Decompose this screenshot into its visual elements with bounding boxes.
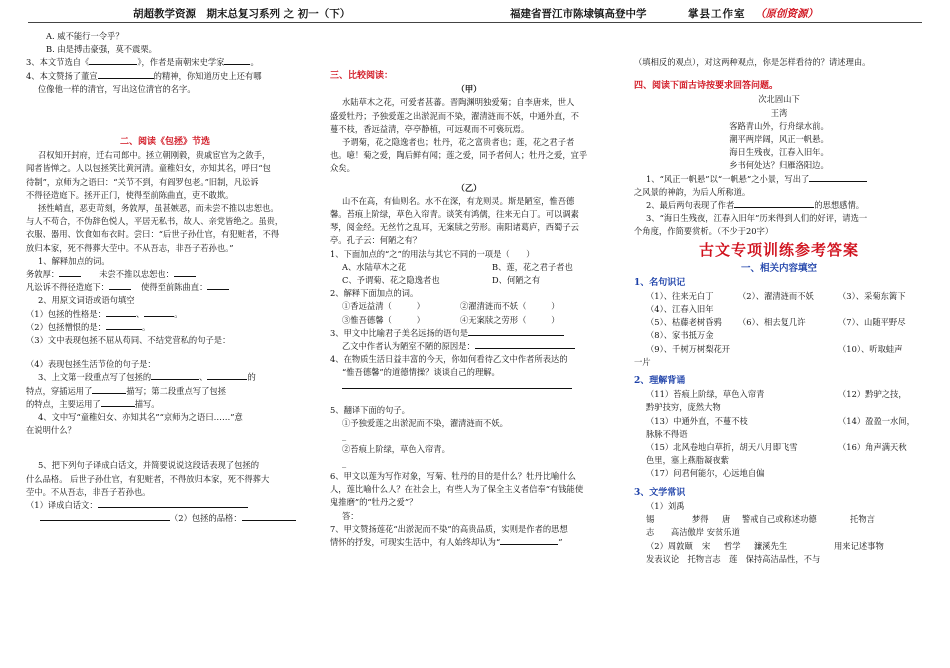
q1-row: 务敦厚： 未尝不推以忠恕也： xyxy=(26,268,304,281)
q1-options: C、予谓菊、花之隐逸者也 D、何陋之有 xyxy=(342,275,541,286)
answer-row-cont: 色里，塞上燕脂凝夜紫 xyxy=(646,455,729,466)
poem-line: 潮平两岸阔，风正一帆悬。 xyxy=(729,134,829,145)
answer-row: （4）、江春入旧年 xyxy=(646,304,714,315)
passage-line: 盛爱牡丹；予独爱莲之出淤泥而不染，濯清涟而不妖，中通外直，不 xyxy=(330,110,579,121)
answer-row-cont: 脉脉不得语 xyxy=(646,428,688,439)
passage-b-label: （乙） xyxy=(456,182,482,193)
header-studio: 掌县工作室 xyxy=(688,8,746,20)
q7-line: 情怀的抒发，可现实生活中，有人始终却认为“ ” xyxy=(330,536,563,547)
poem-q3-cont: 个角度，作简要赏析。（不少于20字） xyxy=(634,226,774,237)
column-2 xyxy=(330,30,608,549)
q5-answer: _ xyxy=(342,457,347,468)
q7-line: 7、甲文赞扬莲花“出淤泥而不染”的高贵品质，实则是作者的思想 xyxy=(330,523,568,534)
passage-line: 水陆草木之花，可爱者甚蕃。晋陶渊明独爱菊；自李唐来，世人 xyxy=(342,97,575,108)
passage-line: 也。噫！菊之爱，陶后鲜有闻；莲之爱，同予者何人；牡丹之爱，宜乎 xyxy=(330,150,588,161)
q4-line: 在说明什么？ xyxy=(26,425,76,436)
header-school: 福建省晋江市陈埭镇高登中学 xyxy=(510,8,647,20)
q2-items: ①香远益清（ ） ②濯清涟而不妖（ ） xyxy=(342,301,560,312)
q5-answer: _ xyxy=(342,431,347,442)
poem-line: 乡书何处达？归雁洛阳边。 xyxy=(729,160,829,171)
q2-b: （2）包拯憎恨的是： 。 xyxy=(26,321,151,332)
passage-line: 不得径造庭下。拯开正门，使得至前陈曲直，吏不敢欺。 xyxy=(26,189,234,200)
passage-line: 衣服、器用、饮食如布衣时。尝曰：“后世子孙仕官，有犯赃者，不得 xyxy=(26,229,280,240)
poem-q3: 3、“海日生残夜，江春入旧年”历来得到人们的好评，请选一 xyxy=(646,213,868,224)
q5-translate: （1）译成白话文： xyxy=(26,499,304,512)
passage-line: 待制”，京师为之语曰：“关节不到，有阎罗包老。”旧制，凡讼诉 xyxy=(26,176,259,187)
q3-line: 3、甲文中比喻君子美名远扬的语句是 xyxy=(330,327,608,340)
answer-section-2: 2、理解背诵 xyxy=(634,376,686,387)
poem-author: 王湾 xyxy=(770,107,788,118)
q2-a: （1）包拯的性格是： 、 。 xyxy=(26,308,183,319)
option-b: B. 由是搏击豪强，莫不震栗。 xyxy=(46,44,157,55)
q4-answer-line xyxy=(330,380,608,393)
passage-a-label: （甲） xyxy=(456,84,482,95)
q1-row: 凡讼诉不得径造庭下： 使得至前陈曲直： xyxy=(26,281,304,294)
q3-line: 的特点，主要运用了 描写。 xyxy=(26,398,160,409)
passage-line: 放归本家，死不得葬大茔中。不从吾志，非吾子若孙也。” xyxy=(26,242,234,253)
answer-row-cont: 志 高洁傲岸 安贫乐道 xyxy=(646,527,740,538)
passage-line: 召权知开封府，迁右司郎中。拯立朝刚毅，贵戚宦官为之敛手， xyxy=(38,150,271,161)
answer-key-subtitle: 一、相关内容填空 xyxy=(740,262,817,274)
answer-row: （9）、千树万树梨花开 （10）、听取蛙声 xyxy=(646,343,903,354)
answer-row: （2）周敦颐 宋 哲学 濂溪先生 用来记述事物 xyxy=(646,540,884,551)
answer-row-cont: 一片 xyxy=(634,356,651,367)
passage-line: 琴，阅金经。无丝竹之乱耳，无案牍之劳形。南阳诸葛庐，西蜀子云 xyxy=(330,222,579,233)
poem-q1: 1、“风正一帆悬”以“一帆悬”之小景，写出了 xyxy=(634,173,924,186)
q3-line: 乙文中作者认为陋室不陋的原因是： xyxy=(330,340,608,353)
header-divider xyxy=(28,22,922,23)
q5-quality: （2）包拯的品格： xyxy=(26,512,304,525)
section-4-title: 四、阅读下面古诗按要求回答问题。 xyxy=(634,81,779,92)
passage-line: 闻者皆惮之。人以包拯笑比黄河清。童稚妇女，亦知其名，呼曰“包 xyxy=(26,163,271,174)
q5-line: 什么品格。 后世子孙仕官，有犯赃者，不得放归本家，死不得葬大 xyxy=(26,473,270,484)
poem-q1-cont: 之风景的神韵，为后人所称道。 xyxy=(634,186,751,197)
answer-row-cont: 黔驴技穷，庞然大物 xyxy=(646,402,721,413)
poem-title: 次北固山下 xyxy=(758,94,800,105)
passage-line: 予谓菊，花之隐逸者也；牡丹，花之富贵者也；莲，花之君子者 xyxy=(342,137,575,148)
passage-line: 拯性峭直，恶吏苛刻，务敦厚，虽甚嫉恶，而未尝不推以忠恕也。 xyxy=(38,203,279,214)
q3-line: 3、上文第一段重点写了包拯的 、 的 xyxy=(38,372,256,383)
q2-prompt: 2、解释下面加点的词。 xyxy=(330,288,419,299)
q5-b: ②苔痕上阶绿，草色入帘青。 xyxy=(342,444,450,455)
passage-line: 山不在高，有仙则名。水不在深，有龙则灵。斯是陋室，惟吾德 xyxy=(342,195,575,206)
q2-prompt: 2、用原文词语或语句填空 xyxy=(38,295,135,306)
passage-line: 馨。苔痕上阶绿，草色入帘青。谈笑有鸿儒，往来无白丁。可以调素 xyxy=(330,209,579,220)
column-1 xyxy=(26,30,304,526)
q2-d: （4）表现包拯生活节俭的句子是： xyxy=(26,359,156,370)
answer-key-title: 古文专项训练参考答案 xyxy=(698,240,859,259)
answer-row: （11）苔痕上阶绿，草色入帘青 （12）黔驴之技， xyxy=(646,389,907,400)
q3-line: 特点，穿插运用了 描写；第二段重点写了包拯 xyxy=(26,385,226,396)
section-2-title: 二、阅读《包拯》节选 xyxy=(119,137,210,148)
passage-line: 与人不苟合，不伪辞色悦人，平居无私书，故人、亲党皆绝之。虽贵， xyxy=(26,216,284,227)
answer-row: （17）问君何能尔，心远地自偏 xyxy=(646,468,765,479)
answer-row: （1）、往来无白丁 （2）、濯清涟而不妖 （3）、采菊东篱下 xyxy=(646,290,906,301)
q4-line: “惟吾德馨”的道德情操？谈谈自己的理解。 xyxy=(342,367,500,378)
q6-line: 人，莲比喻什么人？在社会上，有些人为了保全主义者信奉“有钱能使 xyxy=(330,484,584,495)
answer-row: （15）北风卷地白草折，胡天八月即飞雪 （16）角声满天秋 xyxy=(646,442,907,453)
answer-section-1: 1、名句识记 xyxy=(634,277,686,288)
passage-line: 众矣。 xyxy=(330,163,355,174)
q5-line: 茔中。不从吾志，非吾子若孙也。 xyxy=(26,486,151,497)
answer-row: （13）中通外直，不蔓不枝 （14）盈盈一水间， xyxy=(646,415,915,426)
passage-line: 亭。孔子云：何陋之有？ xyxy=(330,235,422,246)
q5-a: ①予独爱莲之出淤泥而不染，濯清涟而不妖。 xyxy=(342,418,508,429)
answer-section-3: 3、文学常识 xyxy=(634,487,686,498)
q1-prompt: 1、下面加点的“之”的用法与其它不同的一项是（ ） xyxy=(330,248,535,259)
column-3 xyxy=(634,30,924,566)
q5-line: 5、把下列句子译成白话文，并简要说说这段话表现了包拯的 xyxy=(38,460,259,471)
q7-cont: （填相反的观点），对这两种观点，你是怎样看待的？请述理由。 xyxy=(634,57,871,67)
q6-answer-label: 答： xyxy=(342,510,359,521)
poem-line: 海日生残夜，江春入旧年。 xyxy=(729,147,829,158)
answer-row: （8）、家书抵万金 xyxy=(646,330,714,341)
header-tag: （原创资源） xyxy=(755,8,818,20)
q5-prompt: 5、翻译下面的句子。 xyxy=(330,404,410,415)
poem-line: 客路青山外，行舟绿水前。 xyxy=(729,120,829,131)
q4-line: 4、文中写“童稚妇女、亦知其名”“京师为之语曰……”意 xyxy=(38,412,243,423)
q2-c: （3）文中表现包拯不屈从苟同、不结党营私的句子是： xyxy=(26,335,231,346)
poem-q2: 2、最后两句表现了作者 的思想感情。 xyxy=(646,200,865,211)
question-4-cont: 位像他一样的清官，写出这位清官的名字。 xyxy=(38,83,196,94)
answer-row: （5）、枯藤老树昏鸦 （6）、相去复几许 （7）、山随平野尽 xyxy=(646,317,906,328)
option-a: A. 威不能行一令乎？ xyxy=(46,31,124,41)
question-4: 4、本文赞扬了董宣 的精神，你知道历史上还有哪 xyxy=(26,70,262,81)
question-3: 3、本文节选自《 》，作者是南朝宋史学家 。 xyxy=(26,57,259,68)
passage-line: 蔓不枝，香远益清，亭亭静植，可远观而不可亵玩焉。 xyxy=(330,123,530,134)
q6-line: 6、甲文以莲为写作对象，写菊、牡丹的目的是什么？牡丹比喻什么 xyxy=(330,470,576,481)
answer-row: （1）刘禹锡 梦得 唐 警戒自己或称述功德 托物言 xyxy=(646,500,875,525)
section-3-title: 三、比较阅读： xyxy=(330,71,394,81)
q1-prompt: 1、解释加点的词。 xyxy=(38,255,110,266)
q1-options: A、水陆草木之花 B、莲，花之君子者也 xyxy=(342,261,573,272)
header-series-title: 胡超教学资源 期末总复习系列 之 初一（下） xyxy=(133,8,351,20)
q4-line: 4、在物质生活日益丰富的今天，你如何看待乙文中作者所表达的 xyxy=(330,354,568,365)
answer-row-cont: 发表议论 托物言志 莲 保持高洁品性，不与 xyxy=(646,553,821,564)
q2-items: ③惟吾德馨（ ） ④无案牍之劳形（ ） xyxy=(342,314,560,325)
q6-line: 鬼推磨”的“牡丹之爱”？ xyxy=(330,497,418,508)
